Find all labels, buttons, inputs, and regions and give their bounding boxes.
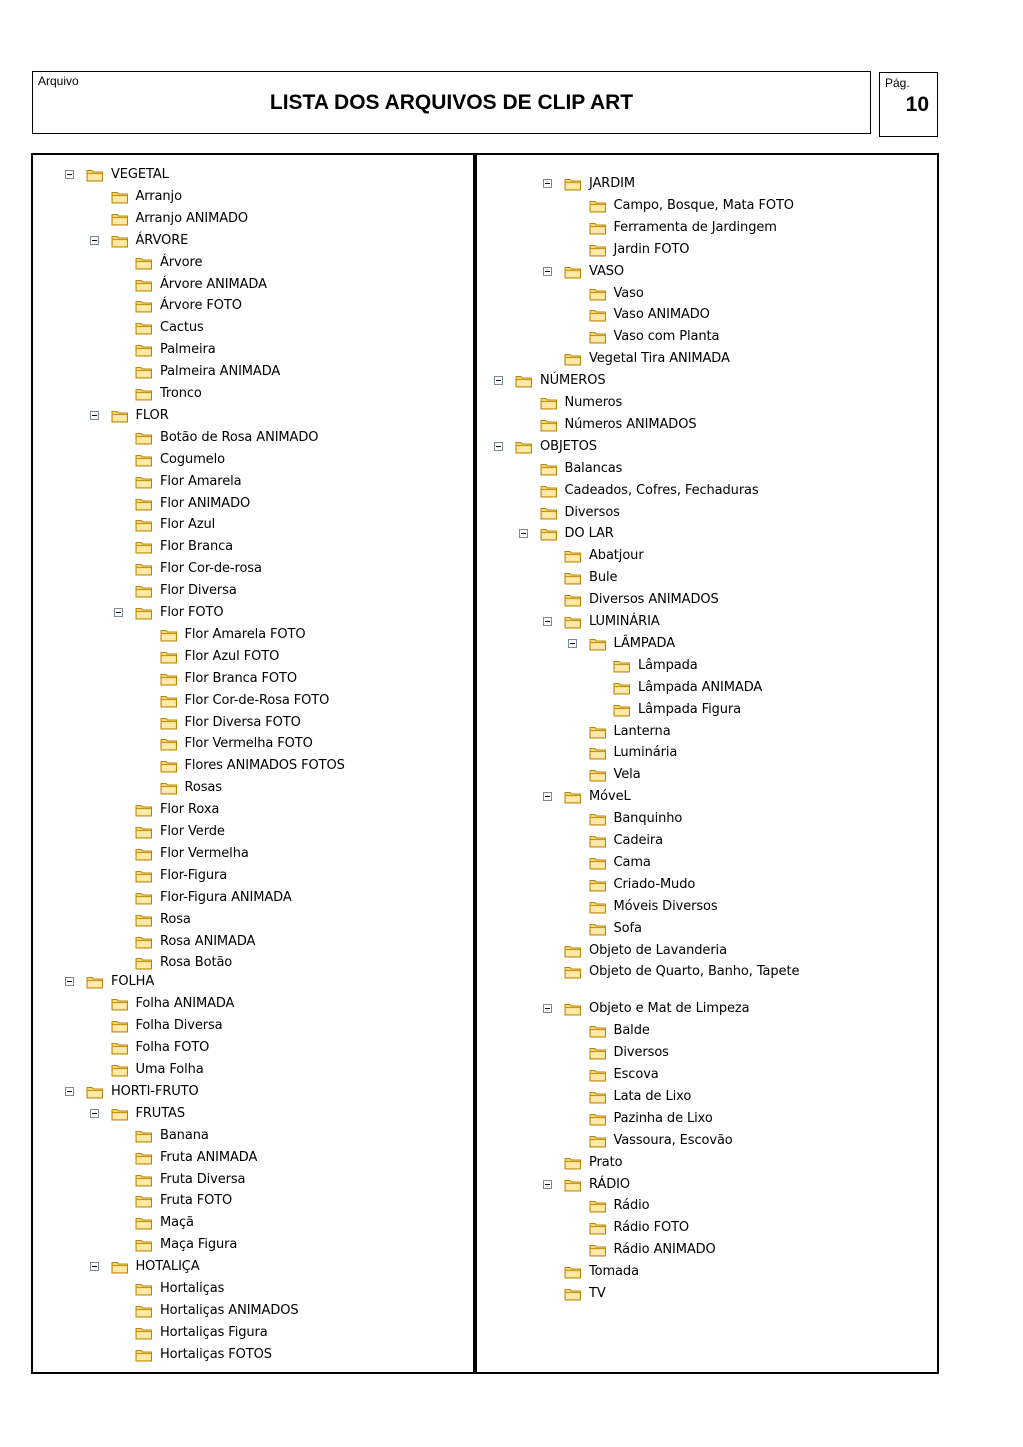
folder-label[interactable]: Banquinho: [613, 811, 683, 827]
folder-label[interactable]: Flor Branca FOTO: [184, 670, 298, 686]
folder-label[interactable]: Rádio ANIMADO: [613, 1242, 716, 1258]
folder-label[interactable]: Flor Branca: [160, 539, 234, 555]
folder-label[interactable]: Hortaliças ANIMADOS: [160, 1302, 299, 1318]
column-divider: [473, 153, 477, 1374]
folder-label[interactable]: Vaso ANIMADO: [613, 307, 710, 323]
folder-label[interactable]: Flor Roxa: [160, 802, 220, 818]
folder-label[interactable]: Objeto de Quarto, Banho, Tapete: [589, 964, 800, 980]
folder-label[interactable]: Hortaliças Figura: [160, 1324, 268, 1340]
folder-label[interactable]: Jardin FOTO: [613, 241, 690, 257]
folder-label[interactable]: Folha FOTO: [135, 1040, 210, 1056]
folder-label[interactable]: Rádio FOTO: [613, 1220, 690, 1236]
folder-label[interactable]: Pazinha de Lixo: [613, 1110, 713, 1126]
folder-label[interactable]: Diversos ANIMADOS: [589, 592, 719, 608]
folder-label[interactable]: Hortaliças FOTOS: [160, 1346, 272, 1362]
folder-label[interactable]: Uma Folha: [135, 1062, 204, 1077]
folder-label[interactable]: Flor Vermelha FOTO: [184, 736, 313, 752]
folder-label[interactable]: Abatjour: [589, 548, 644, 564]
folder-label[interactable]: Árvore FOTO: [160, 298, 242, 314]
folder-label[interactable]: Vaso: [613, 285, 644, 301]
folder-label[interactable]: Balancas: [564, 460, 623, 476]
folder-label[interactable]: Rosas: [184, 780, 222, 796]
folder-label[interactable]: Rosa: [160, 911, 191, 927]
folder-label[interactable]: Palmeira: [160, 342, 216, 358]
folder-label[interactable]: Folha Diversa: [135, 1018, 223, 1034]
folder-label[interactable]: Ferramenta de Jardingem: [613, 219, 777, 235]
folder-label[interactable]: Cogumelo: [160, 451, 225, 467]
folder-label[interactable]: Fruta Diversa: [160, 1171, 246, 1187]
folder-label[interactable]: JARDIM: [589, 176, 635, 191]
folder-label[interactable]: Maça Figura: [160, 1237, 238, 1253]
folder-label[interactable]: Fruta FOTO: [160, 1193, 233, 1209]
folder-label[interactable]: Lanterna: [613, 723, 671, 739]
folder-label[interactable]: Árvore ANIMADA: [160, 276, 267, 292]
header-box: [32, 71, 871, 134]
folder-label[interactable]: Tomada: [589, 1264, 639, 1280]
folder-label[interactable]: ÁRVORE: [135, 232, 189, 248]
folder-label[interactable]: Flor Verde: [160, 824, 225, 839]
folder-label[interactable]: Sofa: [613, 920, 642, 936]
folder-label[interactable]: Cadeados, Cofres, Fechaduras: [564, 482, 759, 498]
folder-label[interactable]: Flor Vermelha: [160, 845, 249, 861]
folder-label[interactable]: Cactus: [160, 320, 204, 336]
folder-label[interactable]: Flor Amarela: [160, 473, 242, 489]
folder-label[interactable]: Vegetal Tira ANIMADA: [589, 351, 730, 367]
folder-label[interactable]: Flor Diversa: [160, 583, 237, 599]
folder-label[interactable]: Banana: [160, 1127, 209, 1143]
folder-label[interactable]: Numeros: [564, 395, 623, 410]
folder-label[interactable]: LUMINÁRIA: [589, 614, 660, 629]
folder-label[interactable]: OBJETOS: [540, 438, 597, 454]
folder-label[interactable]: FOLHA: [111, 974, 155, 990]
page-number: 10: [905, 93, 929, 116]
folder-label[interactable]: Flor Cor-de-rosa: [160, 561, 262, 577]
folder-label[interactable]: Lâmpada ANIMADA: [638, 679, 763, 695]
folder-label[interactable]: Botão de Rosa ANIMADO: [160, 429, 319, 445]
tree-frame: [31, 153, 939, 1374]
folder-label[interactable]: Flor-Figura ANIMADA: [160, 889, 292, 905]
folder-label[interactable]: Objeto de Lavanderia: [589, 942, 727, 958]
folder-label[interactable]: Flor Azul FOTO: [184, 648, 280, 664]
folder-label[interactable]: Luminária: [613, 745, 678, 761]
folder-label[interactable]: HOTALIÇA: [135, 1259, 200, 1275]
folder-label[interactable]: Vassoura, Escovão: [613, 1132, 733, 1148]
folder-label[interactable]: Balde: [613, 1023, 650, 1039]
folder-label[interactable]: Hortaliças: [160, 1281, 225, 1296]
folder-label[interactable]: Flor FOTO: [160, 605, 224, 620]
folder-label[interactable]: Flores ANIMADOS FOTOS: [184, 758, 345, 774]
folder-label[interactable]: TV: [589, 1286, 606, 1301]
folder-label[interactable]: Rosa Botão: [160, 955, 233, 969]
folder-label[interactable]: Flor Diversa FOTO: [184, 714, 301, 730]
folder-label[interactable]: Lâmpada: [638, 657, 698, 673]
folder-label[interactable]: Arranjo ANIMADO: [135, 210, 249, 226]
folder-label[interactable]: Vaso com Planta: [613, 329, 720, 345]
folder-label[interactable]: FRUTAS: [135, 1105, 186, 1121]
folder-label[interactable]: Bule: [589, 570, 618, 586]
folder-label[interactable]: Vela: [613, 767, 641, 783]
folder-label[interactable]: Árvore: [160, 254, 203, 270]
folder-label[interactable]: Objeto e Mat de Limpeza: [589, 1001, 750, 1017]
folder-label[interactable]: Criado-Mudo: [613, 876, 696, 892]
folder-label[interactable]: Lâmpada Figura: [638, 701, 741, 717]
folder-label[interactable]: Flor Amarela FOTO: [184, 626, 306, 642]
folder-label[interactable]: DO LAR: [564, 526, 614, 542]
folder-label[interactable]: FLOR: [135, 407, 169, 423]
folder-label[interactable]: Maçã: [160, 1215, 194, 1231]
page-title: LISTA DOS ARQUIVOS DE CLIP ART: [269, 91, 634, 114]
folder-label[interactable]: Cama: [613, 854, 651, 870]
folder-label[interactable]: VASO: [589, 263, 625, 279]
folder-label[interactable]: Cadeira: [613, 833, 664, 848]
folder-label[interactable]: VEGETAL: [111, 167, 169, 182]
folder-label[interactable]: RÁDIO: [589, 1176, 630, 1192]
folder-label[interactable]: Arranjo: [135, 188, 182, 204]
folder-label[interactable]: Móveis Diversos: [613, 898, 718, 914]
folder-label[interactable]: Campo, Bosque, Mata FOTO: [613, 197, 794, 213]
folder-label[interactable]: Flor Azul: [160, 517, 216, 533]
folder-label[interactable]: LÂMPADA: [613, 635, 676, 651]
header-label: Arquivo: [38, 74, 79, 88]
page-label: Pág.: [885, 76, 910, 90]
folder-label[interactable]: Flor-Figura: [160, 867, 228, 883]
folder-label[interactable]: MóveL: [589, 789, 631, 805]
folder-label[interactable]: NÚMEROS: [540, 373, 606, 389]
folder-label[interactable]: Flor ANIMADO: [160, 495, 251, 511]
folder-label[interactable]: Números ANIMADOS: [564, 416, 697, 432]
folder-label[interactable]: Flor Cor-de-Rosa FOTO: [184, 692, 330, 708]
folder-label[interactable]: Palmeira ANIMADA: [160, 364, 281, 380]
folder-label[interactable]: Tronco: [160, 386, 202, 401]
folder-label[interactable]: Escova: [613, 1067, 659, 1082]
folder-label[interactable]: Diversos: [613, 1045, 669, 1061]
folder-label[interactable]: Rosa ANIMADA: [160, 933, 256, 949]
folder-label[interactable]: Rádio: [613, 1198, 650, 1214]
folder-label[interactable]: Lata de Lixo: [613, 1088, 692, 1104]
folder-label[interactable]: HORTI-FRUTO: [111, 1083, 199, 1099]
folder-label[interactable]: Prato: [589, 1154, 623, 1170]
folder-label[interactable]: Diversos: [564, 504, 620, 520]
page-number-box: [879, 72, 938, 137]
folder-label[interactable]: Fruta ANIMADA: [160, 1149, 258, 1165]
folder-label[interactable]: Folha ANIMADA: [135, 996, 235, 1012]
